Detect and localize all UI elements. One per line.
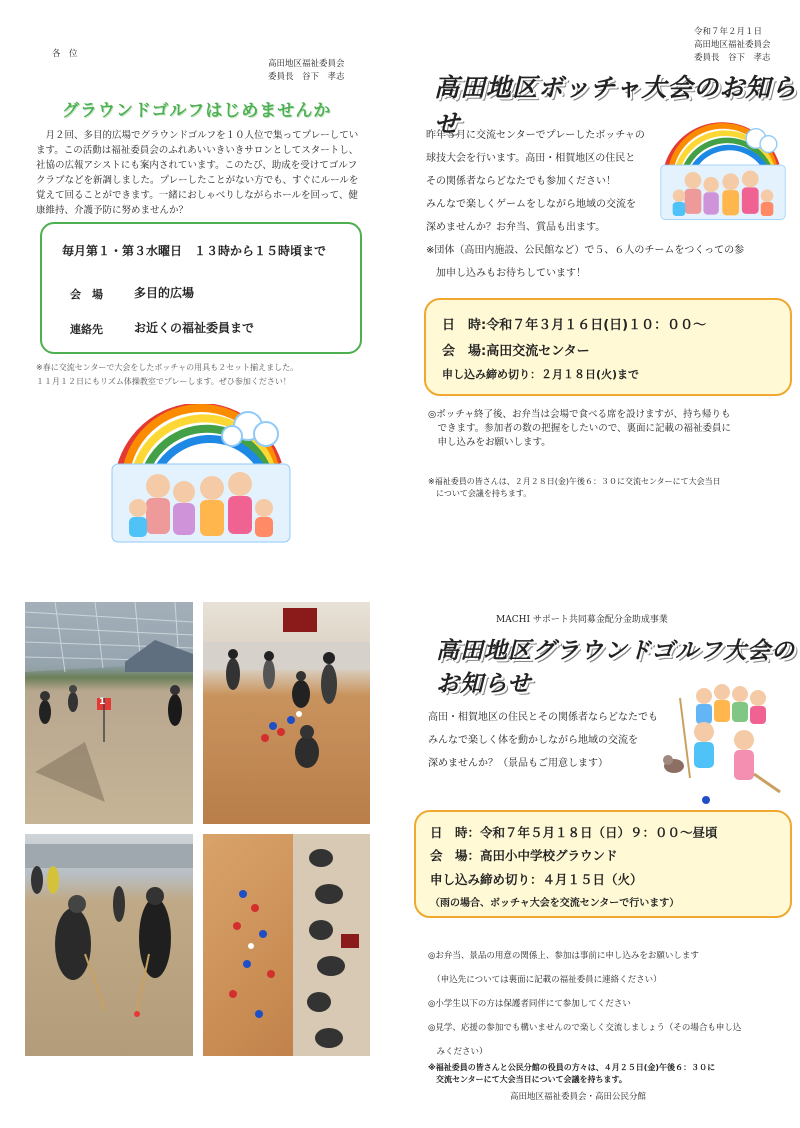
boccia-line: ※団体（高田内施設、公民館など）で５、６人のチームをつくっての参 (426, 245, 745, 256)
photo-boccia-overhead (203, 834, 370, 1056)
ground-golf-note-line: ◎見学、応援の参加でも構いませんので楽しく交流しましょう（その場合も申し込 (428, 1023, 742, 1033)
ground-golf-details-box (414, 810, 792, 918)
boccia-venue: 会 場:高田交流センター (442, 344, 590, 359)
from-chair: 委員長 谷下 孝志 (268, 72, 345, 82)
boccia-line: みんなで楽しくゲームをしながら地域の交流を (426, 199, 636, 210)
subsidy-label: MACHI サポート共同募金配分金助成事業 (496, 615, 668, 625)
boccia-line: 深めませんか？お弁当、賞品も出ます。 (426, 222, 606, 233)
golf-schedule: 毎月第１・第３水曜日 １３時から１５時頃まで (62, 244, 327, 258)
boccia-meeting-line: について会議を持ちます。 (428, 489, 532, 498)
boccia-datetime: 日 時:令和７年３月１６日(日)１０：００〜 (442, 318, 707, 333)
boccia-intro (426, 124, 666, 239)
boccia-deadline: 申し込み締め切り：２月１８日(火)まで (442, 368, 640, 381)
from-org: 高田地区福祉委員会 (268, 59, 345, 69)
golf-contact-label: 連絡先 (70, 323, 103, 336)
notice-org: 高田地区福祉委員会 (694, 40, 771, 50)
ground-golf-notes (428, 944, 788, 1064)
boccia-lunch-note (428, 408, 788, 450)
ground-golf-kids-illustration (660, 678, 788, 806)
ground-golf-rain: （雨の場合、ボッチャ大会を交流センターで行います） (430, 898, 680, 909)
flag-number: 1 (99, 697, 106, 707)
golf-schedule-box (40, 222, 362, 354)
boccia-title: 高田地区ボッチャ大会のお知らせ (434, 73, 798, 138)
ground-golf-note-line: ◎小学生以下の方は保護者同伴にて参加してください (428, 999, 631, 1009)
ground-golf-intro (428, 706, 688, 775)
boccia-line: 昨年５月に交流センターでプレーしたボッチャの (426, 130, 645, 141)
golf-note-1: ※春に交流センターで大会をしたボッチャの用具も２セット揃えました。 (36, 363, 299, 372)
boccia-meeting-note (428, 476, 788, 500)
boccia-note-line: できます。参加者の数の把握をしたいので、裏面に記載の福祉委員に (428, 423, 732, 434)
boccia-note-line: ◎ボッチャ終了後、お弁当は会場で食べる席を設けますが、持ち帰りも (428, 409, 731, 420)
photo-ground-golf-players (25, 834, 193, 1056)
notice-date: 令和７年２月１日 (694, 27, 763, 37)
ground-golf-meeting (428, 1062, 788, 1086)
addressee: 各 位 (52, 49, 78, 59)
ground-golf-meeting-line: 交流センターにて大会当日について会議を持ちます。 (428, 1075, 627, 1084)
ground-golf-note-line: （申込先については裏面に記載の福祉委員に連絡ください） (428, 975, 662, 985)
ground-golf-line: みんなで楽しく体を動かしながら地域の交流を (428, 735, 638, 746)
golf-venue-label: 会 場 (70, 288, 103, 301)
boccia-line: 球技大会を行います。高田・相賀地区の住民と (426, 153, 636, 164)
boccia-details-box (424, 298, 792, 396)
notice-chair: 委員長 谷下 孝志 (694, 53, 771, 63)
golf-invite-title: グラウンドゴルフはじめませんか (62, 101, 332, 121)
golf-invite-body: 月２回、多目的広場でグラウンドゴルフを１０人位で集ってプレーしています。この活動は福祉委員会のふれあいいきいきサロンとしてスタートし、社協の広報アシストにも案内されています。このたび、助成を受けてゴルフクラブなどを新調しました。プレーしたことがない方でも、すぐにルールを覚えて回ることができます。一緒におしゃべりしながらホールを回って、健康維持、介護予防に努めませんか？ (36, 130, 359, 216)
ground-golf-meeting-line: ※福祉委員の皆さんと公民分館の役員の方々は、４月２５日(金)午後６：３０に (428, 1063, 716, 1072)
ground-golf-datetime: 日 時：令和７年５月１８日（日）９：００〜昼頃 (430, 825, 718, 840)
golf-note-2: １１月１２日にもリズム体操教室でプレーします。ぜひ参加ください！ (36, 377, 291, 386)
ground-golf-venue: 会 場：高田小中学校グラウンド (430, 848, 618, 863)
boccia-line: 加申し込みもお待ちしています！ (426, 268, 586, 279)
golf-venue: 多目的広場 (134, 286, 195, 300)
ground-golf-line: 高田・相賀地区の住民とその関係者ならどなたでも (428, 712, 658, 723)
boccia-meeting-line: ※福祉委員の皆さんは、２月２８日(金)午後６：３０に交流センターにて大会当日 (428, 477, 721, 486)
ground-golf-note-line: みください） (428, 1047, 488, 1057)
golf-contact: お近くの福祉委員まで (134, 321, 255, 335)
ground-golf-title: 高田地区グラウンドゴルフ大会のお知らせ (436, 637, 796, 697)
ground-golf-line: 深めませんか？（景品もご用意します） (428, 758, 608, 769)
photo-boccia-gym (203, 602, 370, 824)
boccia-note-line: 申し込みをお願いします。 (428, 437, 551, 448)
rainbow-family-illustration (108, 404, 294, 544)
boccia-line: その関係者ならどなたでも参加ください！ (426, 176, 616, 187)
ground-golf-deadline: 申し込み締め切り：４月１５日（火） (430, 872, 643, 887)
ground-golf-note-line: ◎お弁当、景品の用意の関係上、参加は事前に申し込みをお願いします (428, 951, 699, 961)
photo-ground-golf-field (25, 602, 193, 824)
boccia-team-note (426, 239, 786, 285)
footer-org: 高田地区福祉委員会・高田公民分館 (510, 1092, 647, 1102)
rainbow-family-illustration (658, 122, 788, 222)
